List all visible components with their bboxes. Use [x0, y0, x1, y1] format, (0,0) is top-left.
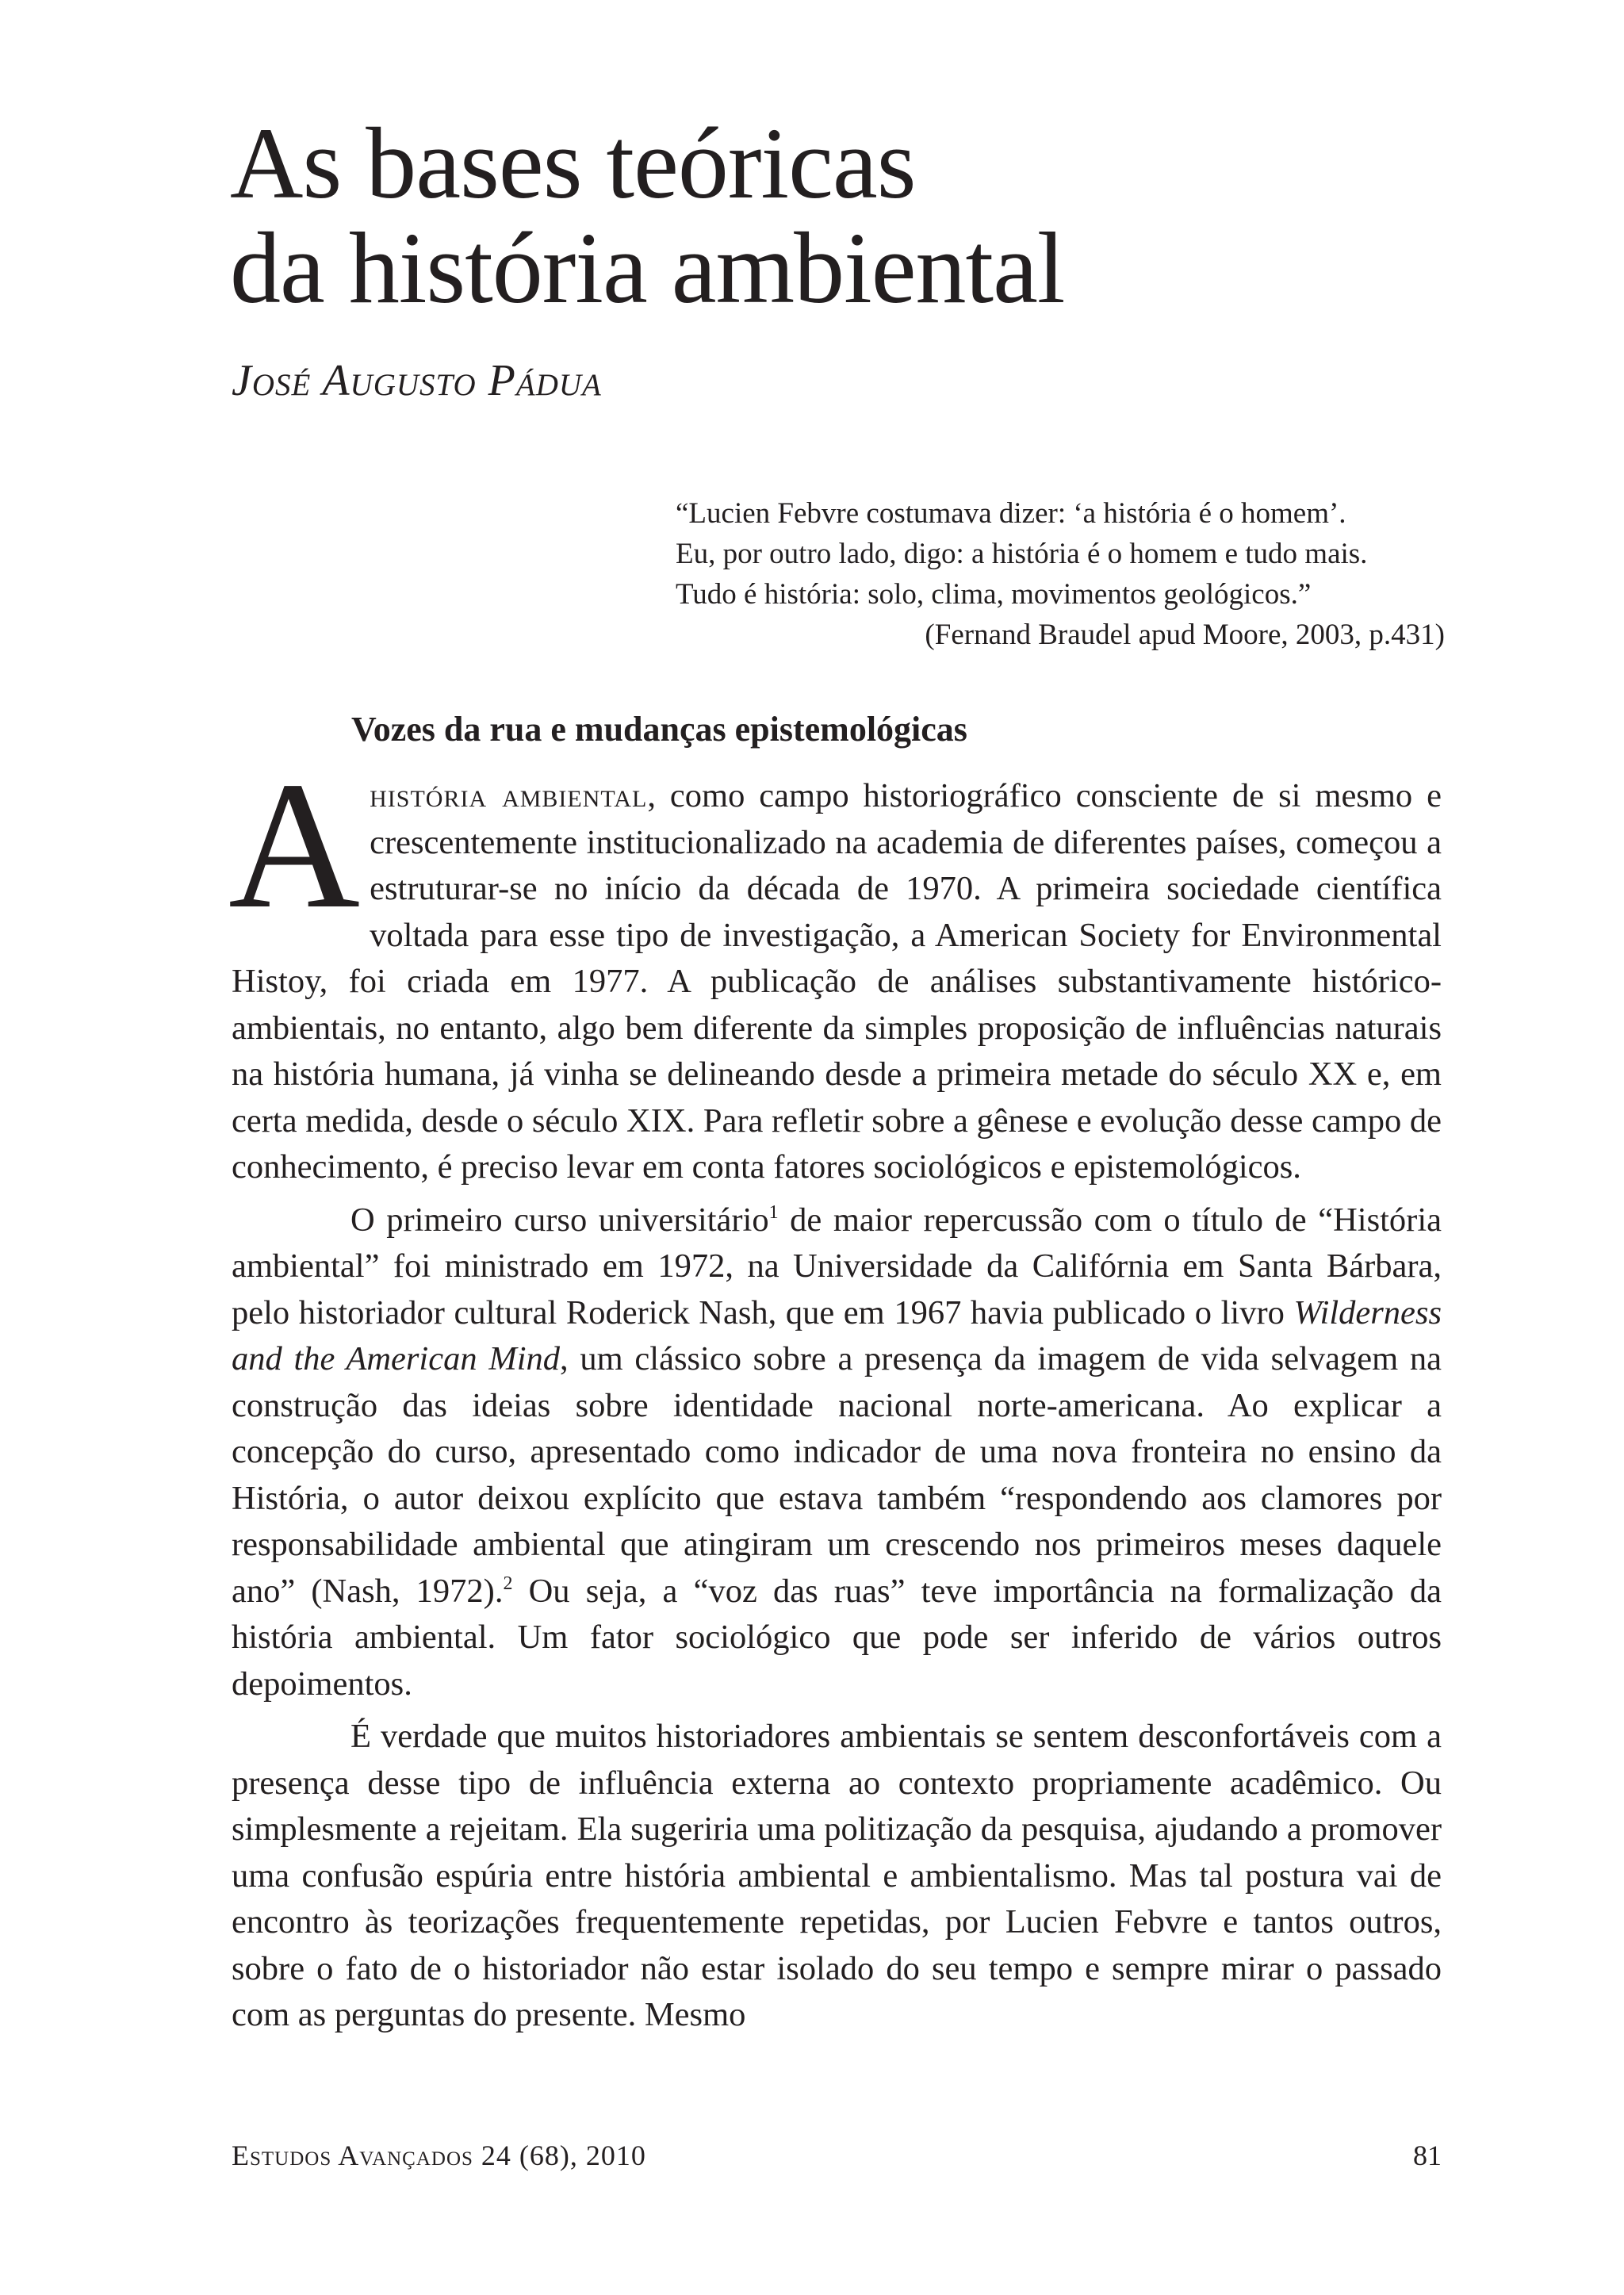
- paragraph-2-part-4: Ou seja, a “voz das ruas” teve importância na formalização da história ambiental. Um fator sociológico que pode ser inferido de vários outros depoimentos.: [232, 1572, 1442, 1703]
- section-title: Vozes da rua e mudanças epistemológicas: [351, 710, 967, 749]
- lead-in-smallcaps: história ambiental: [370, 777, 648, 814]
- epigraph-line-1: “Lucien Febvre costumava dizer: ‘a história é o homem’.: [676, 497, 1346, 530]
- journal-citation: Estudos Avançados 24 (68), 2010: [232, 2140, 646, 2171]
- epigraph-line-2: Eu, por outro lado, digo: a história é o homem e tudo mais.: [676, 538, 1368, 570]
- paragraph-2-part-3: , um clássico sobre a presença da imagem de vida selvagem na construção das ideias sobre identidade nacional norte-americana. Ao explicar a concepção do curso, apresentado como indicador de uma nova fronteira no ensino da História, o autor deixou explícito que estava também “respondendo aos clamores por responsabilidade ambiental que atingiram um crescendo nos primeiros meses daquele ano” (Nash, 1972).: [232, 1340, 1442, 1610]
- epigraph-line-3: Tudo é história: solo, clima, movimentos geológicos.”: [676, 578, 1312, 611]
- body-text: [228, 744, 1442, 2039]
- book-title: Wilderness and the American Mind: [232, 1293, 1442, 1377]
- paragraph-2-part-2: de maior repercussão com o título de “História ambiental” foi ministrado em 1972, na Universidade da Califórnia em Santa Bárbara, pelo historiador cultural Roderick Nash, que em 1967 havia publicado o livro: [232, 1201, 1442, 1331]
- footnote-marker-1[interactable]: 1: [768, 1201, 779, 1223]
- page-footer: [232, 2139, 1442, 2172]
- footnote-marker-2[interactable]: 2: [503, 1573, 513, 1594]
- drop-cap: A: [228, 744, 361, 946]
- article-title-line-2: da história ambiental: [230, 212, 1065, 324]
- paragraph-2: [232, 1197, 1442, 1708]
- paragraph-1-text: , como campo historiográfico consciente de si mesmo e crescentemente institucionalizado na academia de diferentes países, começou a estruturar-se no início da década de 1970. A primeira sociedade científica voltada para esse tipo de investigação, a American Society for Environmental Histoy, foi criada em 1977. A publicação de análises substantivamente histórico-ambientais, no entanto, algo bem diferente da simples proposição de influências naturais na história humana, já vinha se delineando desde a primeira metade do século XX e, em certa medida, desde o século XIX. Para refletir sobre a gênese e evolução desse campo de conhecimento, é preciso levar em conta fatores sociológicos e epistemológicos.: [232, 777, 1442, 1186]
- epigraph-source: (Fernand Braudel apud Moore, 2003, p.431): [925, 619, 1445, 651]
- paragraph-1: [228, 744, 1442, 1191]
- paragraph-2-part-1: O primeiro curso universitário: [350, 1201, 769, 1239]
- epigraph: [676, 493, 1445, 655]
- article-title: [230, 107, 1419, 324]
- paragraph-3: É verdade que muitos historiadores ambientais se sentem desconfortáveis com a presença desse tipo de influência externa ao contexto propriamente acadêmico. Ou simplesmente a rejeitam. Ela sugeriria uma politização da pesquisa, ajudando a promover uma confusão espúria entre história ambiental e ambientalismo. Mas tal postura vai de encontro às teorizações frequentemente repetidas, por Lucien Febvre e tantos outros, sobre o fato de o historiador não estar isolado do seu tempo e sempre mirar o passado com as perguntas do presente. Mesmo: [232, 1718, 1442, 2033]
- page-number: 81: [1413, 2140, 1442, 2171]
- author-name: José Augusto Pádua: [232, 356, 602, 405]
- article-title-line-1: As bases teóricas: [230, 107, 916, 220]
